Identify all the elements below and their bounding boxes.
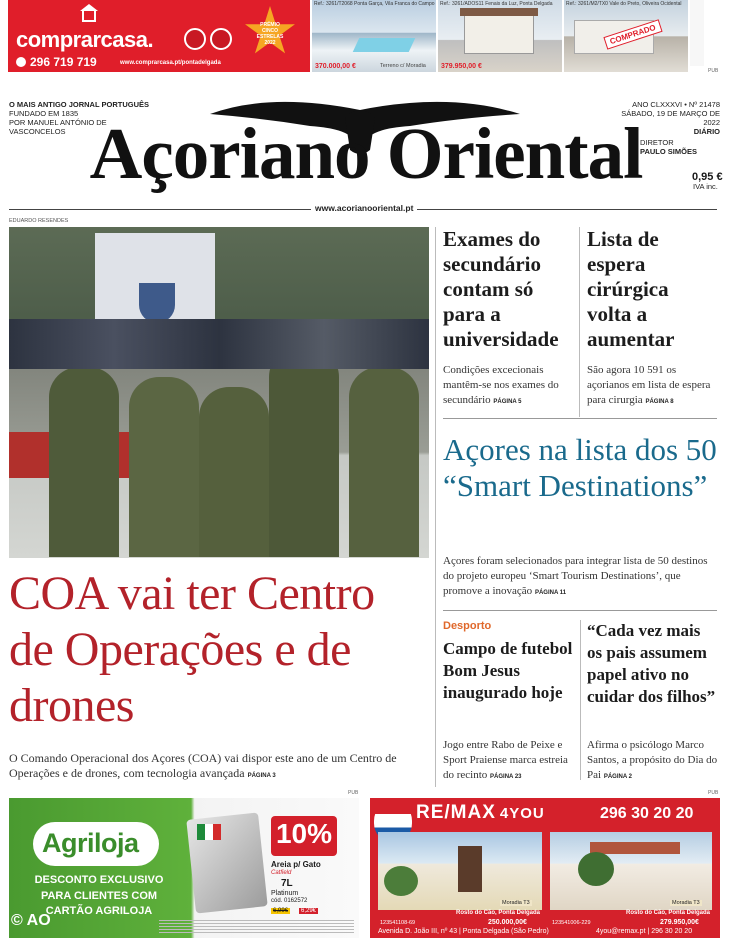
- property-ref: Ref.: 3261/T2068 Ponta Garça, Vila Franca do Campo: [314, 1, 435, 7]
- product-volume: 7L: [281, 878, 293, 889]
- listing-photo-2: [550, 832, 712, 910]
- comprarcasa-phone: 296 719 719: [30, 55, 97, 69]
- listing-location: Rosto do Cão, Ponta Delgada: [626, 910, 711, 916]
- vat-note: IVA inc.: [693, 182, 718, 191]
- lead-photo: [9, 227, 429, 558]
- tagline: O MAIS ANTIGO JORNAL PORTUGUÊS: [9, 100, 150, 109]
- bag-flag: [197, 824, 221, 840]
- exames-lead-text: Condições excecionais mantêm-se nos exames do secundário: [443, 364, 559, 406]
- pub-label: PUB: [348, 790, 359, 796]
- tree-shape: [578, 852, 614, 886]
- remax-name: RE/MAX: [416, 802, 496, 823]
- column-rule: [435, 227, 436, 787]
- desporto-kicker: Desporto: [443, 620, 492, 632]
- listing-price: 279.950,00€: [660, 919, 699, 926]
- listing-label: Moradia T3: [672, 900, 700, 906]
- exames-lead: [443, 363, 575, 410]
- door-shape: [458, 846, 482, 892]
- property-ref: Ref.: 3261/M2/TX0 Vale do Preto, Oliveira Ocidental: [566, 1, 682, 7]
- column-rule: [579, 227, 580, 417]
- product-variant: Platinum: [271, 890, 299, 897]
- pais-lead-text: Afirma o psicólogo Marco Santos, a propósito do Dia do Pai: [587, 739, 718, 781]
- house-shape: [464, 14, 534, 54]
- remax-address: Avenida D. João III, nº 43 | Ponta Delgada (São Pedro): [378, 928, 549, 935]
- property-type-label: Terreno c/ Moradia: [380, 63, 426, 69]
- agriloja-line3: CARTÃO AGRILOJA: [45, 905, 153, 917]
- listing-price: 250.000,00€: [488, 919, 527, 926]
- comprado-banner: COMPRADO: [603, 19, 662, 49]
- desporto-lead: [443, 738, 579, 785]
- column-rule: [580, 620, 581, 780]
- page-ref: PÁGINA 5: [493, 399, 522, 405]
- comprarcasa-logo: comprarcasa.: [16, 27, 154, 52]
- property-price: 370.000,00 €: [315, 63, 356, 70]
- smart-lead-text: Açores foram selecionados para integrar lista de 50 destinos do projeto europeu ‘Smart Tourism Destinations’, que promove a inovação: [443, 555, 708, 597]
- star-badge-text: PRÉMIO CINCO ESTRELAS 2022: [256, 22, 284, 46]
- site-url[interactable]: www.acorianooriental.pt: [311, 203, 417, 213]
- smart-lead: [443, 554, 717, 601]
- remax-contact: 4you@remax.pt | 296 30 20 20: [596, 928, 693, 935]
- old-price: 6,99€: [273, 908, 289, 914]
- soldier-2: [129, 377, 199, 557]
- listing-location: Rosto do Cão, Ponta Delgada: [456, 910, 541, 916]
- pub-label: PUB: [708, 68, 719, 74]
- product-name: Areia p/ Gato: [271, 860, 321, 869]
- masthead-right: [620, 100, 720, 136]
- remax-phone: 296 30 20 20: [600, 805, 694, 822]
- section-rule: [443, 418, 717, 419]
- discount-value: 10%: [275, 818, 333, 849]
- comprarcasa-badge-2: [210, 28, 232, 50]
- lista-headline[interactable]: Lista de espera cirúrgica volta a aumentar: [587, 227, 675, 351]
- product-code: cód. 0162572: [271, 898, 308, 904]
- cover-price: 0,95 €: [692, 171, 723, 183]
- listing-ref: 123541108-69: [380, 920, 416, 926]
- lista-lead: [587, 363, 717, 410]
- page-ref: PÁGINA 8: [645, 399, 674, 405]
- director-name: PAULO SIMÕES: [640, 147, 697, 156]
- page-ref: PÁGINA 3: [247, 773, 276, 779]
- house-icon: [82, 10, 96, 22]
- pais-lead: [587, 738, 719, 785]
- comprarcasa-website[interactable]: www.comprarcasa.pt/pontadelgada: [120, 60, 221, 66]
- pool-shape: [353, 38, 416, 52]
- main-standfirst: [9, 751, 429, 784]
- pais-headline[interactable]: “Cada vez mais os pais assumem papel ativo no cuidar dos filhos”: [587, 621, 716, 706]
- agriloja-ad[interactable]: [9, 798, 359, 938]
- director-block: [640, 138, 720, 156]
- soldier-3: [199, 387, 269, 557]
- property-card-2[interactable]: [438, 0, 562, 72]
- founder: POR MANUEL ANTÓNIO DE VASCONCELOS: [9, 118, 107, 136]
- comprarcasa-banner[interactable]: [8, 0, 310, 72]
- lista-lead-text: São agora 10 591 os açorianos em lista de espera para cirurgia: [587, 364, 711, 406]
- top-advertisement[interactable]: [0, 0, 745, 76]
- desporto-headline[interactable]: Campo de futebol Bom Jesus inaugurado hoje: [443, 639, 573, 702]
- property-price: 379.950,00 €: [441, 63, 482, 70]
- page-ref: PÁGINA 11: [534, 590, 567, 596]
- listing-photo-1: [378, 832, 542, 910]
- agriloja-line1: DESCONTO EXCLUSIVO: [34, 874, 164, 886]
- coat-of-arms: [139, 283, 175, 323]
- agriloja-line2: PARA CLIENTES COM: [40, 890, 158, 902]
- soldier-5: [349, 367, 419, 557]
- newspaper-title: Açoriano Oriental: [89, 113, 643, 194]
- pub-label: PUB: [708, 790, 719, 796]
- comprarcasa-badge-1: [184, 28, 206, 50]
- page-ref: PÁGINA 23: [490, 774, 522, 780]
- remax-ad[interactable]: [370, 798, 720, 938]
- listing-label: Moradia T3: [502, 900, 530, 906]
- listing-ref: 123541006-229: [552, 920, 591, 926]
- page-ref: PÁGINA 2: [603, 774, 632, 780]
- property-card-1[interactable]: [312, 0, 436, 72]
- roof-shape: [590, 842, 680, 854]
- exames-headline[interactable]: Exames do secundário contam só para a universidade: [443, 227, 559, 351]
- product-brand: Catfield: [271, 870, 292, 876]
- property-ref: Ref.: 3261/ADOS11 Fenais da Luz, Ponta Delgada: [440, 1, 553, 7]
- roof-icon: [80, 4, 98, 11]
- phone-icon: [16, 57, 26, 67]
- watermark: © AO: [11, 912, 51, 929]
- director-label: DIRETOR: [640, 138, 674, 147]
- founded: FUNDADO EM 1835: [9, 109, 79, 118]
- soldier-4: [269, 347, 339, 557]
- tree-shape: [384, 866, 418, 896]
- house-roof: [460, 8, 538, 16]
- soldier-1: [49, 367, 119, 557]
- frequency: DIÁRIO: [693, 127, 720, 136]
- agriloja-brand: Agriloja: [42, 828, 139, 858]
- issue-date: SÁBADO, 19 DE MARÇO DE 2022: [621, 109, 720, 127]
- main-headline[interactable]: COA vai ter Centro de Operações e de drones: [9, 567, 375, 732]
- section-rule: [443, 610, 717, 611]
- property-card-3[interactable]: [564, 0, 688, 72]
- smart-headline[interactable]: Açores na lista dos 50 “Smart Destinations”: [443, 432, 717, 503]
- officials-row: [9, 319, 429, 369]
- fine-print: [159, 920, 354, 934]
- year-number: ANO CLXXXVI • Nº 21478: [632, 100, 720, 109]
- ad-side-strip: [690, 0, 704, 66]
- desporto-lead-text: Jogo entre Rabo de Peixe e Sport Praiense marca estreia do recinto: [443, 739, 568, 781]
- standfirst-text: O Comando Operacional dos Açores (COA) vai dispor este ano de um Centro de Operações e de drones, com tecnologia avançada: [9, 751, 397, 780]
- photo-credit: EDUARDO RESENDES: [9, 218, 69, 224]
- remax-suffix: 4YOU: [499, 805, 545, 822]
- remax-brand: [416, 802, 545, 824]
- new-price: 6,29€: [301, 908, 317, 914]
